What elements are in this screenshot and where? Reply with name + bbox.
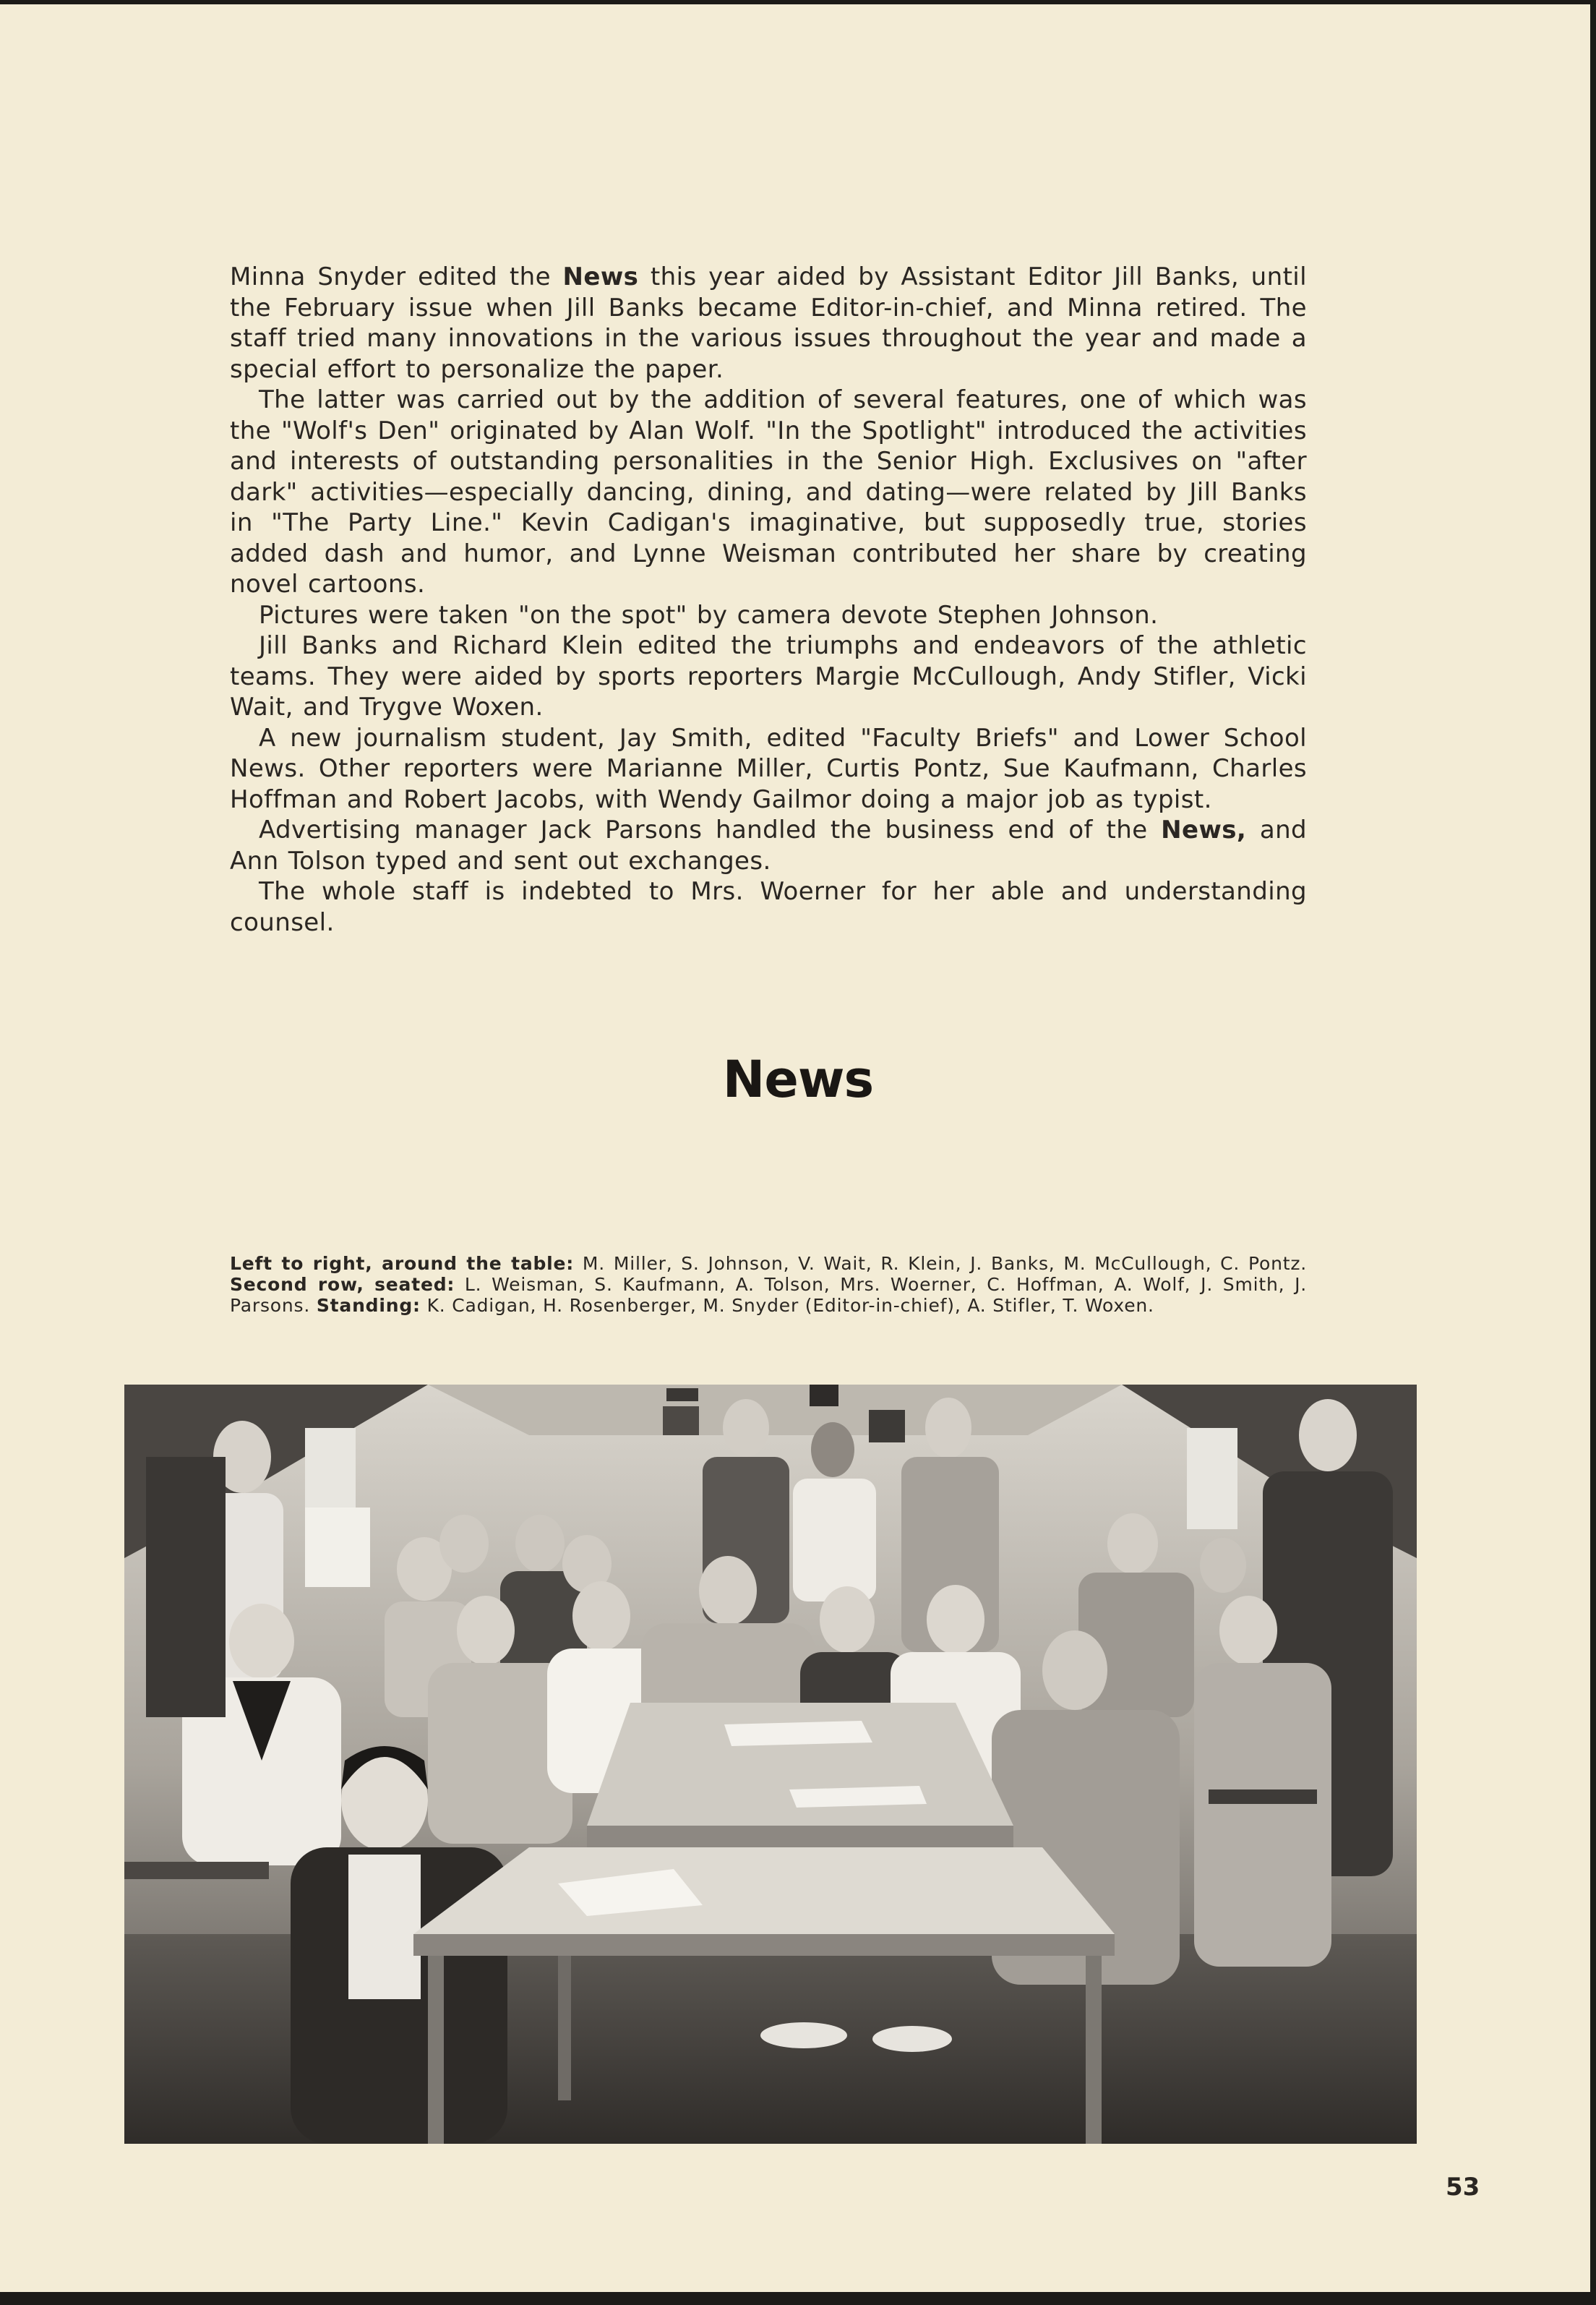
caption-label-table: Left to right, around the table: bbox=[230, 1253, 575, 1274]
caption-label-standing: Standing: bbox=[316, 1295, 421, 1316]
photo-caption bbox=[230, 1253, 1307, 1316]
caption-names-second-row: L. Weisman, S. Kaufmann, A. Tolson, Mrs. Woerner, C. Hoffman, A. Wolf, J. Smith, J. Parsons. bbox=[230, 1274, 1307, 1316]
news-emphasis: News bbox=[562, 262, 639, 291]
caption-label-second-row: Second row, seated: bbox=[230, 1274, 455, 1295]
section-title: News bbox=[722, 1050, 874, 1109]
page-number: 53 bbox=[1446, 2173, 1480, 2202]
article-paragraph-2: The latter was carried out by the addition of several features, one of which was the "Wolf's Den" originated by Alan Wolf. "In the Spotlight" introduced the activities and interests of outstanding personalities in the Senior High. Exclusives on "after dark" activities—especially dancing, dining, and dating—were related by Jill Banks in "The Party Line." Kevin Cadigan's imaginative, but supposedly true, stories added dash and humor, and Lynne Weisman contributed her share by creating novel cartoons. bbox=[230, 385, 1307, 599]
page-edge-right bbox=[1590, 0, 1596, 2305]
page-edge-bottom bbox=[0, 2292, 1596, 2305]
page-edge-top bbox=[0, 0, 1596, 4]
article-paragraph-1: Minna Snyder edited the News this year aided by Assistant Editor Jill Banks, until the February issue when Jill Banks became Editor-in-chief, and Minna retired. The staff tried many innovations in the various issues throughout the year and made a special effort to personalize the paper. bbox=[230, 262, 1307, 384]
caption-names-standing: K. Cadigan, H. Rosenberger, M. Snyder (Editor-in-chief), A. Stifler, T. Woxen. bbox=[420, 1295, 1154, 1316]
article-body bbox=[230, 262, 1307, 938]
article-paragraph-3: Pictures were taken "on the spot" by camera devote Stephen Johnson. bbox=[259, 600, 1159, 630]
article-paragraph-5: A new journalism student, Jay Smith, edited "Faculty Briefs" and Lower School News. Other reporters were Marianne Miller, Curtis Pontz, Sue Kaufmann, Charles Hoffman and Robert Jacobs, with Wendy Gailmor doing a major job as typist. bbox=[230, 723, 1307, 814]
article-paragraph-6: Advertising manager Jack Parsons handled the business end of the News, and Ann Tolson typed and sent out exchanges. bbox=[230, 816, 1307, 876]
caption-names-table: M. Miller, S. Johnson, V. Wait, R. Klein, J. Banks, M. McCullough, C. Pontz. bbox=[574, 1253, 1307, 1274]
article-paragraph-4: Jill Banks and Richard Klein edited the triumphs and endeavors of the athletic teams. They were aided by sports reporters Margie McCullough, Andy Stifler, Vicki Wait, and Trygve Woxen. bbox=[230, 631, 1307, 722]
group-photo bbox=[124, 1385, 1417, 2144]
article-paragraph-7: The whole staff is indebted to Mrs. Woerner for her able and understanding counsel. bbox=[230, 877, 1307, 937]
news-emphasis: News, bbox=[1161, 816, 1247, 844]
